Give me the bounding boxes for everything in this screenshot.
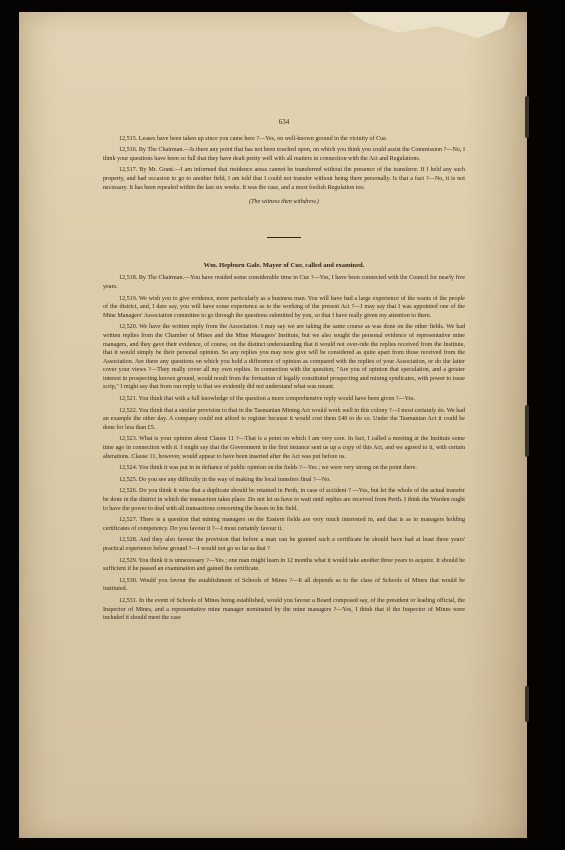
paragraph: 12,530. Would you favour the establishment of Schools of Mines ?—It all depends as to the class of Schools of Mines that would be instituted. — [103, 577, 465, 593]
paragraph: 12,524. You think it was put in in defiance of public opinion on the fields ?—Yes ; we were very strong on the point there. — [119, 465, 417, 472]
section-divider — [267, 237, 301, 238]
binding-staple-bottom — [525, 686, 529, 722]
paragraph: 12,516. By The Chairman.—Is there any point that has not been touched upon, on which you think you could assist the Commission ?—No, I think your questions have been so full that they have dealt pretty well with all matters in connection with the Act and Regulations. — [103, 147, 465, 162]
witness-heading: Wm. Hepburn Gale. Mayor of Cue, called and examined. — [203, 261, 365, 269]
paragraph: 12,531. In the event of Schools of Mines being established, would you favour a Board composed say, of the president or leading official, the Inspector of Mines, and a representative mine manager nominated by the mine managers ?—Yes, I think that if the Inspector of Mines were included it should meet the case — [103, 597, 465, 622]
paragraph: 12,529. You think it is unnecessary ?—Yes ; one man might learn in 12 months what it would take another three years to acquire. It should be sufficient if he passed an examination and gained the certificate. — [103, 557, 465, 573]
witness-withdrew-note: (The witness then withdrew.) — [249, 199, 319, 206]
paragraph: 12,526. Do you think it wise that a duplicate should be retained in Perth, in case of accident ? —Yes, but let the whole of the actual transfer be done in the district in which the transaction takes place. Do not let us have to wait until replies are received from Perth. I think the Warden ought to have the power to deal with all transactions concerning the leases in his field. — [103, 488, 465, 512]
paragraph: 12,522. You think that a similar provision to that in the Tasmanian Mining Act would work well in this colony ?—I most certainly do. We had an example the other day. A company could not afford to register because it would cost them £40 to do so. Under the Tasmanian Act it could be done for less than £5. — [103, 407, 465, 431]
paragraph: 12,519. We wish you to give evidence, more particularly as a business man. You will have had a large experience of the wants of the people of the district, and, I dare say, you will have some experience as to the working of the present Act ?—I may say that I was appointed one of the Mine Managers' Association committee to go through the questions submitted by you, so that I have really given my attention to them. — [103, 295, 465, 319]
paragraph: 12,520. We have the written reply from the Association. I may say we are taking the same course as was done on the other fields. We had written replies from the Chamber of Mines and the Mine Managers' Institute, but we also sought the personal evidence of representative mine managers, and they gave their evidence, of course, on the distinct understanding that it would not over-ride the replies received from the Institute, that it would simply be their personal opinion. So any replies you may now give will be considered as quite apart from those received from the Association. Are there any questions on which you hold a difference of opinion as compared with the replies of your Association, or do the latter cover your views ?—They really cover all my own replies. In connection with the question, "Are you of opinion that speculation, and a greater interest in prospecting known ground, would result from the formation of legally constituted prospecting and mining syndicates, with power to issue scrip," I might say that from our reply to that we evidently did not understand what was meant. — [103, 324, 465, 391]
paragraph: 12,521. You think that with a full knowledge of the question a more comprehensive reply would have been given ?—Yes. — [119, 396, 416, 403]
binding-staple-middle — [525, 405, 529, 457]
paragraph: 12,517. By Mr. Grant.—I am informed that residence areas cannot be transferred without the presence of the transferor. If I held any such property, and had occasion to go to another field, I am told that I could not transfer without being there personally. Is that a fact ?—No, it is not necessary. It has been repealed within the last six weeks. It was the case, and a most foolish Regulation too. — [103, 167, 465, 191]
binding-staple-top — [525, 96, 529, 138]
page-number: 634 — [278, 118, 290, 126]
paragraph: 12,518. By The Chairman.—You have resided some considerable time in Cue ?—Yes, I have been connected with the Council for nearly five years. — [103, 275, 465, 290]
paragraph: 12,528. And they also favour the provision that before a man can be granted such a certificate he should have had at least three years' practical experience below ground ?—I would not go so far as that ? — [103, 537, 465, 552]
paragraph: 12,527. There is a question that mining managers on the Eastern fields are very much interested in, and that is as to managers holding certificates of competency. Do you favour it ?—I most certainly favour it. — [103, 517, 465, 532]
paragraph: 12,525. Do you see any difficulty in the way of making the local transfers final ?—No. — [119, 476, 331, 483]
document-text — [103, 118, 465, 626]
paragraph: 12,515. Leases have been taken up since you came here ?—Yes, on well-known ground in the vicinity of Cue. — [119, 135, 388, 142]
paragraph: 12,523. What is your opinion about Clause 11 ?—That is a point on which I am very sore. In fact, I called a meeting at the Institute some time ago in connection with it. I might say that the Government in the first instance sent us up a copy of this Act, and we agreed to it, with certain alterations. Clause 11, however, would appear to have been inserted after the Act was put before us. — [103, 436, 465, 460]
